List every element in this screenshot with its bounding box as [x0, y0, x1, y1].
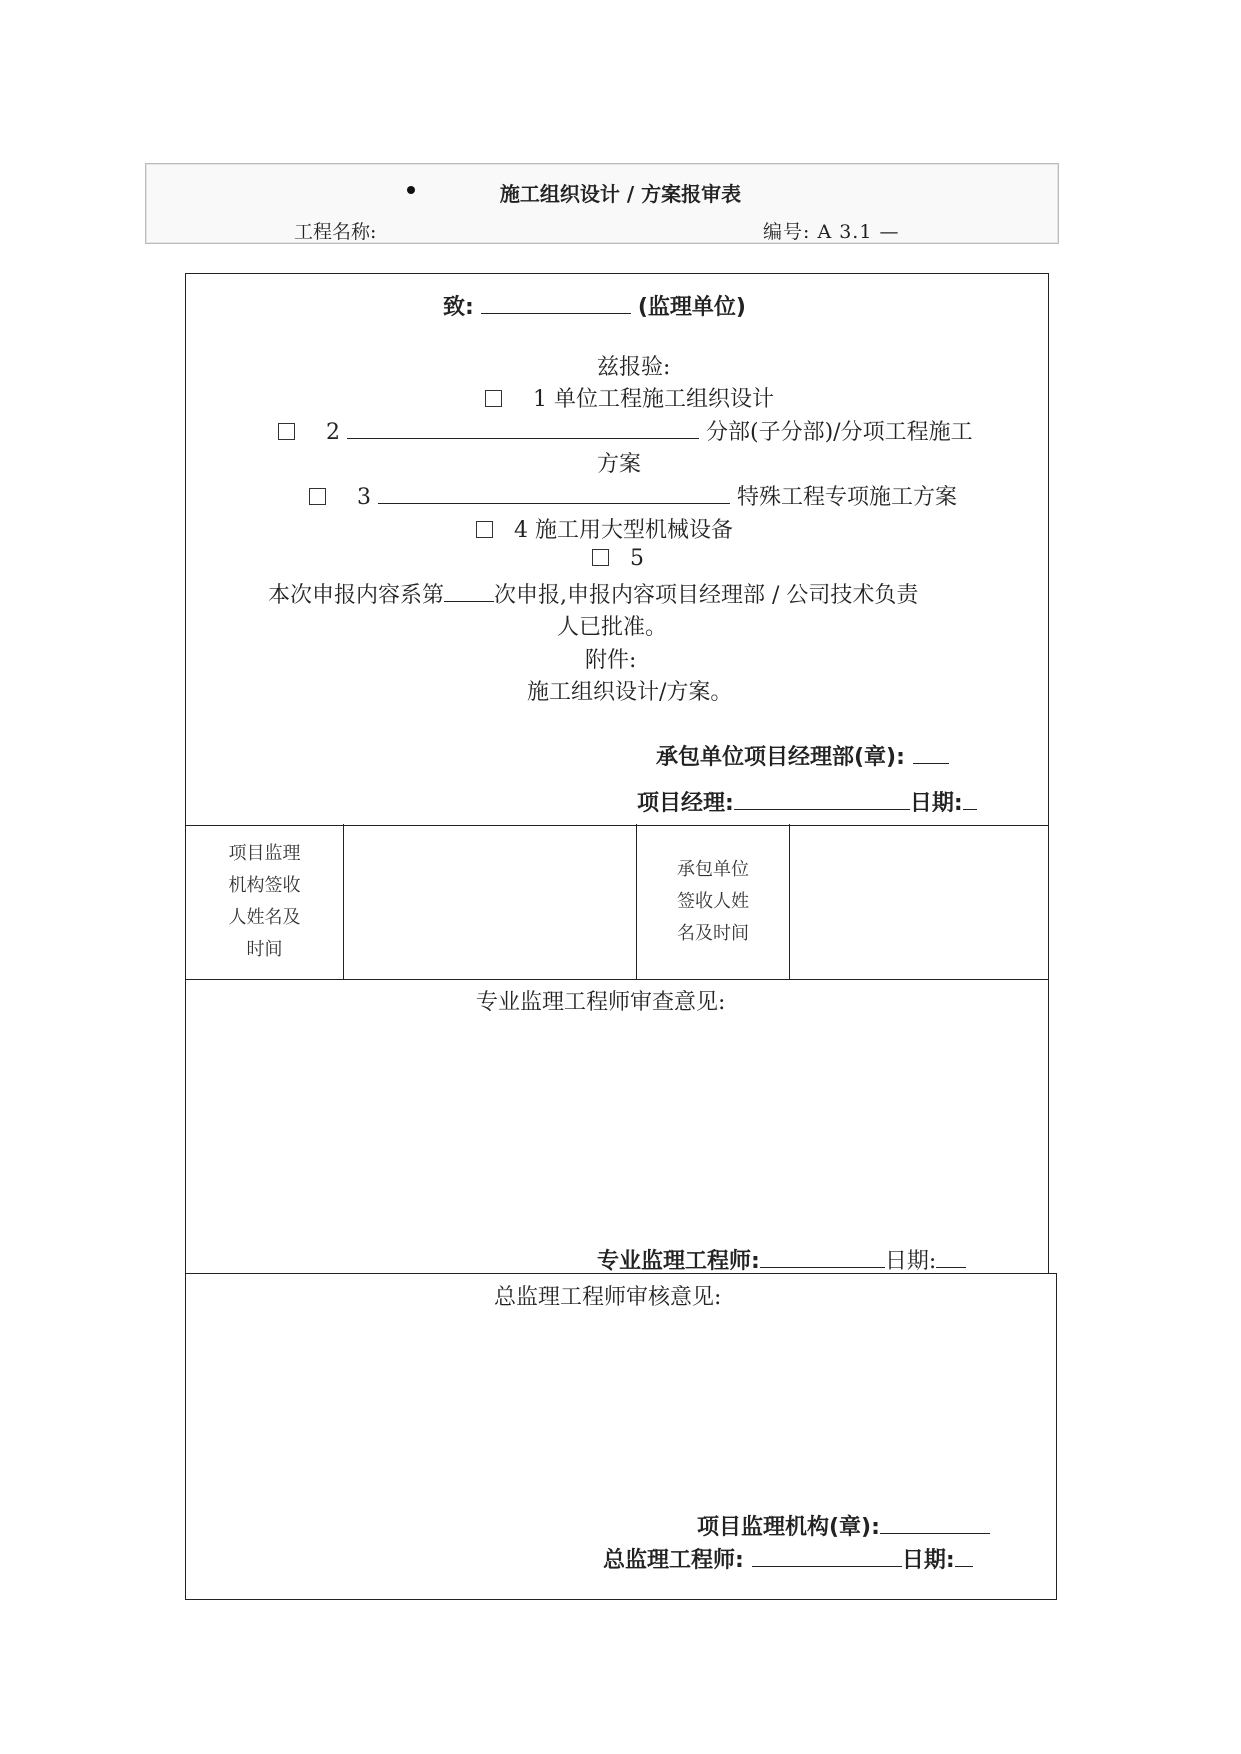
- org-stamp-line: [697, 1510, 990, 1541]
- chief-review-title: 总监理工程师审核意见:: [494, 1285, 722, 1310]
- option-3-field[interactable]: [378, 485, 730, 504]
- option-5-checkbox[interactable]: [592, 549, 609, 566]
- option-4-num: 4: [514, 518, 528, 543]
- label-line: 承包单位: [677, 859, 749, 880]
- option-3: [309, 480, 957, 511]
- option-4-checkbox[interactable]: [476, 521, 493, 538]
- submit-label: 兹报验:: [597, 355, 671, 380]
- contractor-sign-label: [637, 854, 789, 950]
- label-line: 项目监理: [228, 843, 301, 864]
- option-3-text: 特殊工程专项施工方案: [737, 485, 958, 510]
- option-2-field[interactable]: [347, 420, 699, 439]
- chief-engineer-field[interactable]: [752, 1548, 902, 1567]
- option-2-text-cont: 方案: [597, 452, 642, 477]
- contractor-stamp-label: 承包单位项目经理部(章):: [656, 745, 905, 770]
- pm-date-field[interactable]: [963, 791, 977, 810]
- label-line: 时间: [246, 939, 283, 960]
- option-1-checkbox[interactable]: [485, 390, 502, 407]
- specialist-date-field[interactable]: [936, 1249, 966, 1268]
- form-title: 施工组织设计 / 方案报审表: [499, 182, 742, 206]
- specialist-review-field[interactable]: [200, 1020, 1030, 1220]
- supervisor-sign-field[interactable]: [345, 826, 635, 978]
- pm-date-label: 日期:: [909, 791, 963, 816]
- chief-engineer-label: 总监理工程师:: [603, 1548, 744, 1573]
- submission-count-field[interactable]: [444, 583, 494, 602]
- label-line: 机构签收: [228, 875, 301, 896]
- option-1-num: 1: [533, 387, 547, 412]
- divider: [343, 824, 344, 979]
- option-2-checkbox[interactable]: [278, 423, 295, 440]
- to-suffix: (监理单位): [637, 295, 746, 320]
- chief-date-label: 日期:: [901, 1548, 955, 1573]
- option-4: [476, 513, 733, 544]
- option-3-num: 3: [357, 485, 371, 510]
- option-5: [592, 546, 644, 571]
- option-1: [485, 382, 774, 413]
- project-name-label: 工程名称:: [294, 221, 377, 243]
- option-3-checkbox[interactable]: [309, 488, 326, 505]
- statement-line-1: [268, 578, 918, 609]
- chief-date-field[interactable]: [955, 1548, 973, 1567]
- option-1-text: 单位工程施工组织设计: [554, 387, 775, 412]
- contractor-sign-field[interactable]: [791, 826, 1046, 978]
- to-label: 致:: [443, 295, 474, 320]
- chief-sign-line: [603, 1543, 973, 1574]
- pm-line: [637, 786, 977, 817]
- specialist-engineer-label: 专业监理工程师:: [597, 1249, 760, 1274]
- statement-line-2: 人已批准。: [557, 615, 668, 640]
- option-2: 2 分部(子分部)/分项工程施工: [278, 415, 973, 446]
- specialist-review-title: 专业监理工程师审查意见:: [476, 990, 726, 1015]
- specialist-date-label: 日期:: [884, 1249, 937, 1274]
- label-line: 签收人姓: [677, 891, 749, 912]
- pm-label: 项目经理:: [637, 791, 734, 816]
- statement-prefix: 本次申报内容系第: [268, 583, 445, 608]
- supervisor-unit-field[interactable]: [481, 295, 631, 314]
- chief-review-field[interactable]: [200, 1315, 1040, 1505]
- form-code: 编号: A 3.1 —: [763, 221, 900, 243]
- attachment-text: 施工组织设计/方案。: [527, 680, 733, 705]
- attachment-label: 附件:: [585, 648, 637, 673]
- org-stamp-field[interactable]: [880, 1515, 990, 1534]
- contractor-stamp-line: [656, 740, 949, 771]
- option-2-text: 分部(子分部)/分项工程施工: [706, 420, 973, 445]
- org-stamp-label: 项目监理机构(章):: [697, 1515, 880, 1540]
- label-line: 名及时间: [677, 923, 749, 944]
- specialist-engineer-field[interactable]: [760, 1249, 885, 1268]
- supervisor-sign-label: [186, 838, 343, 966]
- statement-suffix: 次申报,申报内容项目经理部 / 公司技术负责: [494, 583, 919, 608]
- specialist-sign-line: [597, 1244, 966, 1275]
- label-line: 人姓名及: [228, 907, 301, 928]
- pm-field[interactable]: [734, 791, 910, 810]
- contractor-stamp-field[interactable]: [913, 745, 949, 764]
- divider: [789, 824, 790, 979]
- option-4-text: 施工用大型机械设备: [535, 518, 734, 543]
- option-5-num: 5: [630, 546, 644, 571]
- to-line: [443, 290, 746, 321]
